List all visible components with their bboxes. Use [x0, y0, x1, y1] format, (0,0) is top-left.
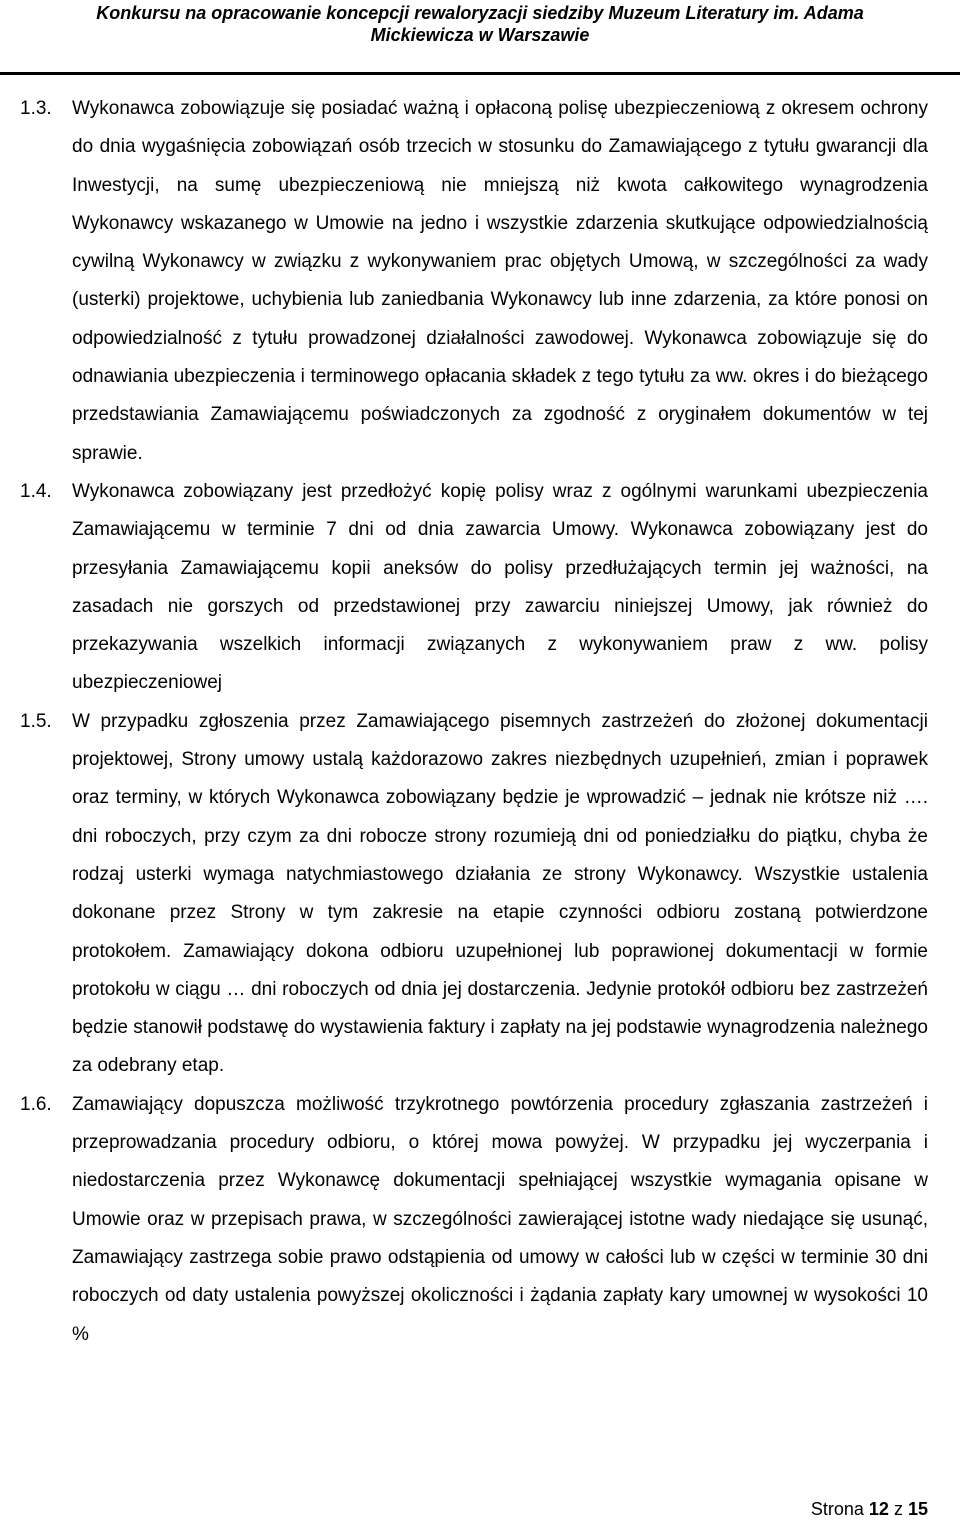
section-number: 1.6.	[20, 1093, 52, 1115]
section-text: Zamawiający dopuszcza możliwość trzykrotnego powtórzenia procedury zgłaszania zastrzeżeń i przeprowadzania procedury odbioru, o której mowa powyżej. W przypadku jej wyczerpania i niedostarczenia przez Wykonawcę dokumentacji spełniającej wszystkie wymagania opisane w Umowie oraz w przepisach prawa, w szczególności zawierającej istotne wady niedające się usunąć, Zamawiający zastrzega sobie prawo odstąpienia od umowy w całości lub w części w terminie 30 dni roboczych od daty ustalenia powyższej okoliczności i żądania zapłaty kary umownej w wysokości 10 %	[72, 1093, 928, 1345]
section-text: Wykonawca zobowiązany jest przedłożyć kopię polisy wraz z ogólnymi warunkami ubezpieczenia Zamawiającemu w terminie 7 dni od dnia zawarcia Umowy. Wykonawca zobowiązany jest do przesyłania Zamawiającemu kopii aneksów do polisy przedłużających termin jej ważności, na zasadach nie gorszych od przedstawionej przy zawarciu niniejszej Umowy, jak również do przekazywania wszelkich informacji związanych z wykonywaniem praw z ww. polisy ubezpieczeniowej	[72, 480, 928, 694]
page-footer	[811, 1498, 928, 1520]
footer-separator: z	[893, 1499, 903, 1519]
section-number: 1.5.	[20, 710, 52, 732]
page-header	[0, 0, 960, 46]
header-title-line2: Mickiewicza w Warszawie	[370, 25, 590, 45]
section-number: 1.3.	[20, 98, 52, 119]
header-divider	[0, 72, 960, 75]
section-text: W przypadku zgłoszenia przez Zamawiającego pisemnych zastrzeżeń do złożonej dokumentacji projektowej, Strony umowy ustalą każdorazowo zakres niezbędnych uzupełnień, zmian i poprawek oraz terminy, w których Wykonawca zobowiązany będzie je wprowadzić – jednak nie krótsze niż …. dni roboczych, przy czym za dni robocze strony rozumieją dni od poniedziałku do piątku, chyba że rodzaj usterki wymaga natychmiastowego działania ze strony Wykonawcy. Wszystkie ustalenia dokonane przez Strony w tym zakresie na etapie czynności odbioru zostaną potwierdzone protokołem. Zamawiający dokona odbioru uzupełnionej lub poprawionej dokumentacji w formie protokołu w ciągu … dni roboczych od dnia jej dostarczenia. Jedynie protokół odbioru bez zastrzeżeń będzie stanowił podstawę do wystawienia faktury i zapłaty na jej podstawie wynagrodzenia należnego za odebrany etap.	[72, 710, 928, 1077]
section-text: Wykonawca zobowiązuje się posiadać ważną i opłaconą polisę ubezpieczeniową z okresem ochrony do dnia wygaśnięcia zobowiązań osób trzecich w stosunku do Zamawiającego z tytułu gwarancji dla Inwestycji, na sumę ubezpieczeniową nie mniejszą niż kwota całkowitego wynagrodzenia Wykonawcy wskazanego w Umowie na jedno i wszystkie zdarzenia skutkujące odpowiedzialnością cywilną Wykonawcy w związku z wykonywaniem prac objętych Umową, w szczególności za wady (usterki) projektowe, uchybienia lub zaniedbania Wykonawcy lub inne zdarzenia, za które ponosi on odpowiedzialność z tytułu prowadzonej działalności zawodowej. Wykonawca zobowiązuje się do odnawiania ubezpieczenia i terminowego opłacania składek z tego tytułu za ww. okres i do bieżącego przedstawiania Zamawiającemu poświadczonych za zgodność z oryginałem dokumentów w tej sprawie.	[72, 98, 928, 464]
section-1-5	[0, 703, 960, 1086]
section-1-4	[0, 473, 960, 703]
header-title-line1: Konkursu na opracowanie koncepcji rewaloryzacji siedziby Muzeum Literatury im. Adama	[96, 3, 864, 23]
section-number: 1.4.	[20, 480, 52, 502]
section-1-3	[0, 90, 960, 473]
footer-current-page: 12	[868, 1499, 889, 1519]
section-1-6	[0, 1086, 960, 1354]
footer-label: Strona	[810, 1499, 864, 1519]
footer-total-pages: 15	[907, 1499, 928, 1519]
document-body	[0, 90, 960, 1354]
